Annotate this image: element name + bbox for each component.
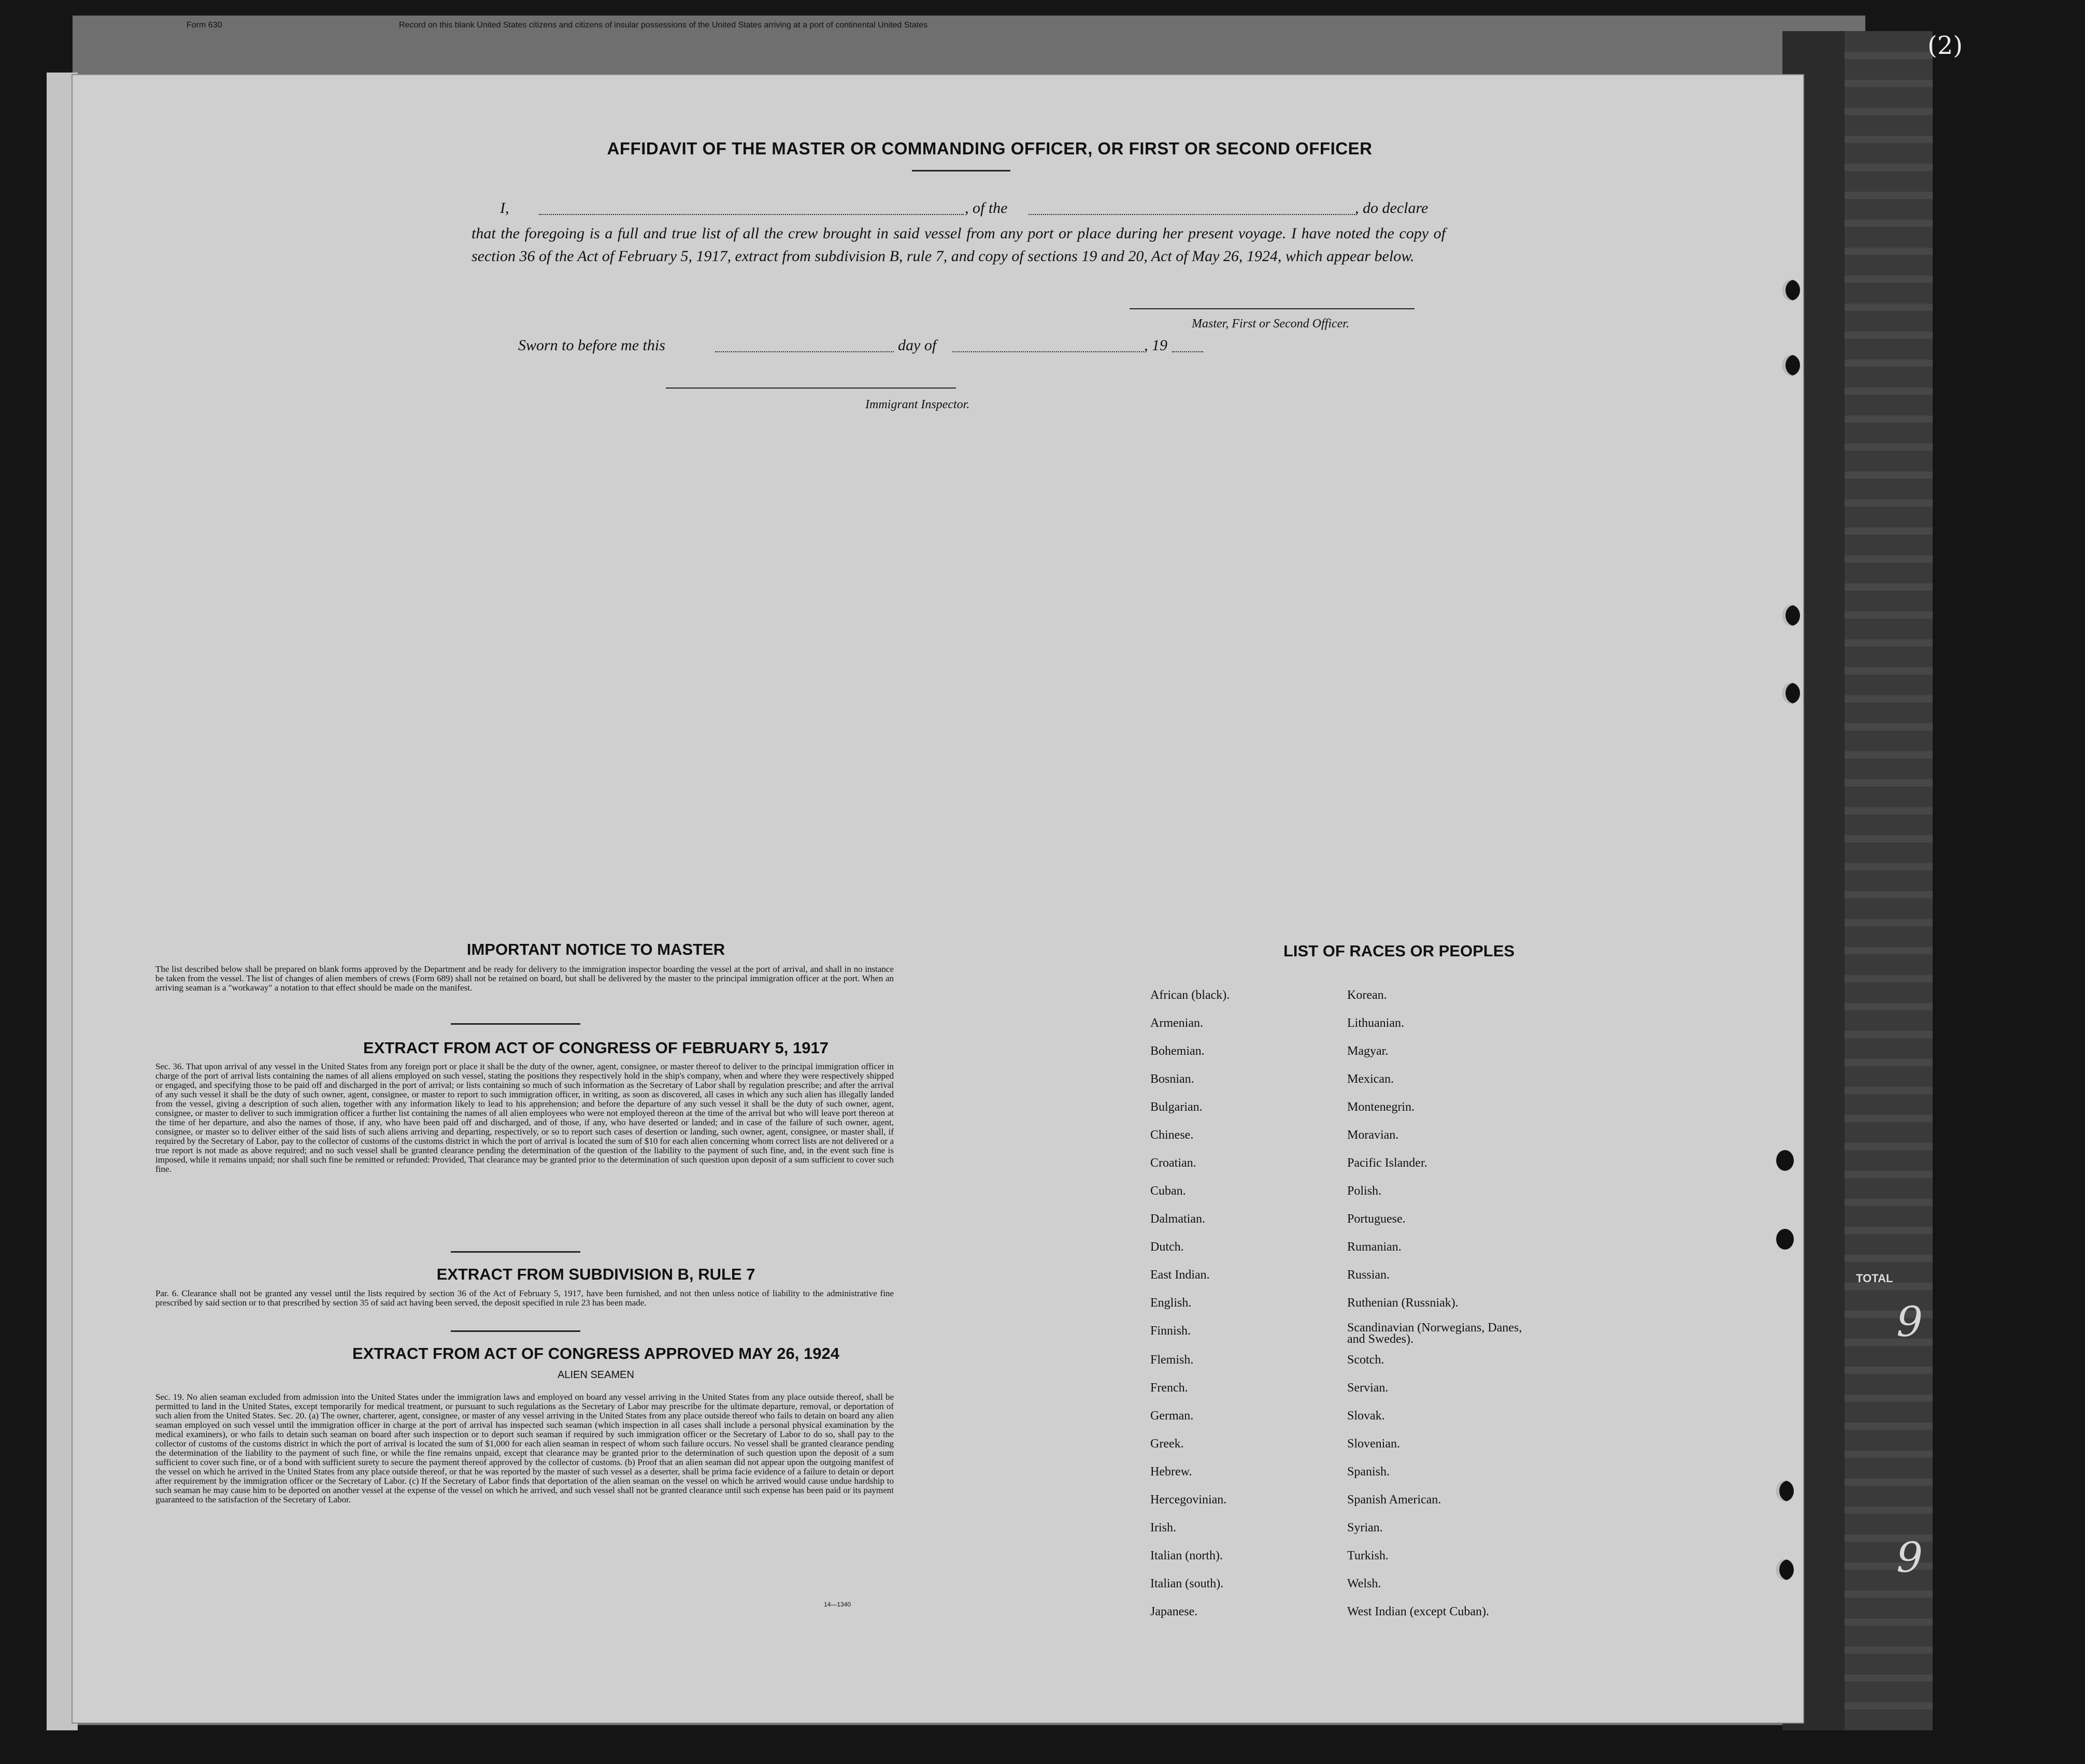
race-item: Lithuanian.: [1347, 1016, 1404, 1030]
race-item: Scandinavian (Norwegians, Danes, and Swedes).: [1347, 1321, 1522, 1346]
total-value-bottom: 9: [1896, 1533, 1923, 1582]
race-item: Magyar.: [1347, 1044, 1389, 1058]
race-item: Armenian.: [1150, 1016, 1203, 1030]
race-item: Pacific Islander.: [1347, 1156, 1427, 1170]
extract-1924-subtitle: ALIEN SEAMEN: [558, 1369, 634, 1381]
race-item: Flemish.: [1150, 1353, 1194, 1367]
race-item: East Indian.: [1150, 1268, 1210, 1282]
race-item: Dutch.: [1150, 1240, 1184, 1254]
extract-1917-text: Sec. 36. That upon arrival of any vessel in the United States from any foreign port or place it shall be the duty of the owner, agent, consignee, or master thereof to deliver to the principal immigration officer in charge of the port of arrival lists containing the names of all aliens employed on such vessel, stating the positions they respectively hold in the ship's company, when and where they were respectively shipped or engaged, and specifying those to be paid off and discharged in the port of arrival; or lists containing so much of such information as the Secretary of Labor shall by regulation prescribe; and after the arrival of any such vessel it shall be the duty of such owner, agent, consignee, or master to report to such immigration officer, in writing, as soon as discovered, all cases in which any such alien has illegally landed from the vessel, giving a description of such alien, together with any information likely to lead to his apprehension; and before the departure of any such vessel it shall be the duty of such owner, agent, consignee, or master to deliver to such immigration officer a further list containing the names of all alien employees who were not employed thereon at the time of the arrival but who will leave port thereon at the time of her departure, and also the names of those, if any, who have been paid off and discharged, and of those, if any, who have deserted or landed; and in case of the failure of such owner, agent, consignee, or master so to deliver either of the said lists of such aliens arriving and departing, respectively, or so to report such cases of desertion or landing, such owner, agent, consignee, or master shall, if required by the Secretary of Labor, pay to the collector of customs of the customs district in which the port of arrival is located the sum of $10 for each alien concerning whom correct lists are not delivered or a true report is not made as above required; and no such vessel shall be granted clearance pending the determination of the question of the liability to the payment of such fine, and, in the event such fine is imposed, while it remains unpaid; nor shall such fine be remitted or refunded: Provided, That clearance may be granted prior to the determination of such question upon deposit of a sum sufficient to cover such fine.: [155, 1062, 894, 1174]
binder-hole-icon: [1776, 1559, 1794, 1580]
race-item: Croatian.: [1150, 1156, 1196, 1170]
section-rule: [451, 1330, 580, 1332]
race-item: Hercegovinian.: [1150, 1493, 1227, 1507]
binder-hole-icon: [1782, 605, 1800, 626]
total-value: 9: [1896, 1298, 1923, 1346]
sworn-month-field[interactable]: [952, 351, 1144, 352]
notice-title: IMPORTANT NOTICE TO MASTER: [466, 940, 725, 958]
sworn-day-field[interactable]: [715, 351, 894, 352]
race-item: Dalmatian.: [1150, 1212, 1205, 1226]
race-item: Russian.: [1347, 1268, 1390, 1282]
section-rule: [451, 1023, 580, 1025]
title-rule: [912, 170, 1010, 171]
races-title: LIST OF RACES OR PEOPLES: [1283, 942, 1515, 960]
affidavit-body: that the foregoing is a full and true list of all the crew brought in said vessel from any port or place during her present voyage. I have noted the copy of section 36 of the Act of February 5, 1917, extract from subdivision B, rule 7, and copy of sections 19 and 20, Act of May 26, 1924, which appear below.: [472, 225, 1446, 265]
binder-hole-icon: [1782, 683, 1800, 704]
race-item: Bulgarian.: [1150, 1100, 1203, 1114]
affidavit-of-the-label: , of the: [965, 199, 1008, 217]
race-item: Slovak.: [1347, 1409, 1385, 1423]
race-item: Montenegrin.: [1347, 1100, 1415, 1114]
sworn-year-field[interactable]: [1172, 351, 1203, 352]
race-item: African (black).: [1150, 988, 1230, 1002]
race-item: Hebrew.: [1150, 1465, 1192, 1479]
race-item: French.: [1150, 1381, 1188, 1395]
race-item: Japanese.: [1150, 1605, 1198, 1618]
extract-rule7-title: EXTRACT FROM SUBDIVISION B, RULE 7: [436, 1265, 755, 1283]
race-item: Bosnian.: [1150, 1072, 1194, 1086]
race-item: Mexican.: [1347, 1072, 1394, 1086]
vessel-field[interactable]: [1029, 214, 1355, 215]
inspector-signature-label: Immigrant Inspector.: [865, 398, 970, 411]
total-label: TOTAL: [1856, 1272, 1893, 1285]
race-item: Ruthenian (Russniak).: [1347, 1296, 1459, 1310]
race-item: Chinese.: [1150, 1128, 1194, 1142]
back-page-ruled-column: [1845, 31, 1933, 1730]
race-item: Korean.: [1347, 988, 1387, 1002]
race-item: Finnish.: [1150, 1324, 1191, 1338]
race-item: West Indian (except Cuban).: [1347, 1605, 1489, 1618]
race-item: Bohemian.: [1150, 1044, 1205, 1058]
binder-hole-icon: [1782, 355, 1800, 376]
race-item: Portuguese.: [1347, 1212, 1406, 1226]
sworn-year-label: , 19: [1144, 337, 1167, 354]
race-item: Spanish American.: [1347, 1493, 1441, 1507]
master-signature-line[interactable]: [1130, 308, 1415, 309]
sworn-day-label: day of: [898, 337, 937, 354]
affidavit-title: AFFIDAVIT OF THE MASTER OR COMMANDING OFFICER, OR FIRST OR SECOND OFFICER: [607, 139, 1373, 158]
extract-1917-title: EXTRACT FROM ACT OF CONGRESS OF FEBRUARY 5, 1917: [363, 1039, 829, 1057]
race-item: Moravian.: [1347, 1128, 1399, 1142]
race-item: German.: [1150, 1409, 1194, 1423]
notice-text: The list described below shall be prepared on blank forms approved by the Department and be ready for delivery to the immigration inspector boarding the vessel at the port of arrival, and shall in no instance be taken from the vessel. The list of changes of alien members of crews (Form 689) shall not be retained on board, but shall be delivered by the master to the principal immigration officer at the port. When an arriving seaman is a "workaway" a notation to that effect should be made on the manifest.: [155, 964, 894, 993]
back-header-text: Record on this blank United States citizens and citizens of insular possessions of the United States arriving at a port of continental United States: [399, 21, 928, 30]
sworn-prefix: Sworn to before me this: [518, 337, 665, 354]
race-item: Rumanian.: [1347, 1240, 1402, 1254]
binder-hole-icon: [1776, 1229, 1794, 1250]
binder-hole-icon: [1782, 280, 1800, 300]
form-number: 14—1340: [824, 1601, 851, 1608]
race-item: Cuban.: [1150, 1184, 1186, 1198]
race-item: Irish.: [1150, 1521, 1176, 1534]
race-item: Scotch.: [1347, 1353, 1384, 1367]
binder-hole-icon: [1776, 1481, 1794, 1501]
race-item: Italian (north).: [1150, 1549, 1223, 1562]
extract-1924-text: Sec. 19. No alien seaman excluded from admission into the United States under the immigration laws and employed on board any vessel arriving in the United States from any place outside thereof, shall be permitted to land in the United States, except temporarily for medical treatment, or pursuant to such regulations as the Secretary of Labor may prescribe for the ultimate departure, removal, or deportation of such alien from the United States. Sec. 20. (a) The owner, charterer, agent, consignee, or master of any vessel arriving in the United States from any place outside thereof who fails to detain on board any alien seaman employed on such vessel until the immigration officer in charge at the port of arrival has inspected such seaman (which inspection in all cases shall include a personal physical examination by the medical examiners), or who fails to detain such seaman on board after such inspection or to deport such seaman if required by such immigration officer or the Secretary of Labor to do so, shall pay to the collector of customs of the customs district in which the port of arrival is located the sum of $1,000 for each alien seaman in respect of whom such failure occurs. No vessel shall be granted clearance pending the determination of the liability to the payment of such fine, or while the fine remains unpaid, except that clearance may be granted prior to the determination of such question upon the deposit of a sum sufficient to cover such fine, or of a bond with sufficient surety to secure the payment thereof approved by the collector of customs. (b) Proof that an alien seaman did not appear upon the outgoing manifest of the vessel on which he arrived in the United States from any place outside thereof, or that he was reported by the master of such vessel as a deserter, shall be prima facie evidence of a failure to detain or deport after requirement by the immigration officer or the Secretary of Labor. (c) If the Secretary of Labor finds that deportation of the alien seaman on the vessel on which he arrived would cause undue hardship to such seaman he may cause him to be deported on another vessel at the expense of the vessel on which he arrived, and such vessel shall not be granted clearance until such expense has been paid or its payment guaranteed to the satisfaction of the Secretary of Labor.: [155, 1392, 894, 1504]
race-item: Welsh.: [1347, 1577, 1381, 1590]
race-item: English.: [1150, 1296, 1192, 1310]
affidavit-declare-label: , do declare: [1355, 199, 1429, 217]
binder-hole-icon: [1776, 1150, 1794, 1171]
race-item: Turkish.: [1347, 1549, 1389, 1562]
extract-1924-title: EXTRACT FROM ACT OF CONGRESS APPROVED MAY 26, 1924: [352, 1344, 839, 1363]
race-item: Greek.: [1150, 1437, 1184, 1451]
page-number: (2): [1927, 31, 1963, 60]
name-field[interactable]: [539, 214, 964, 215]
back-form-label: Form 630: [187, 21, 222, 30]
race-item: Spanish.: [1347, 1465, 1390, 1479]
race-item: Polish.: [1347, 1184, 1382, 1198]
extract-rule7-text: Par. 6. Clearance shall not be granted any vessel until the lists required by section 36 of the Act of February 5, 1917, have been furnished, and not then unless notice of liability to the administrative fine prescribed by said section or to that prescribed by section 35 of said act having been served, the deposit specified in rule 23 has been made.: [155, 1288, 894, 1308]
race-item: Italian (south).: [1150, 1577, 1224, 1590]
race-item: Syrian.: [1347, 1521, 1383, 1534]
master-signature-label: Master, First or Second Officer.: [1192, 317, 1349, 331]
inspector-signature-line[interactable]: [666, 388, 956, 389]
section-rule: [451, 1251, 580, 1253]
race-item: Slovenian.: [1347, 1437, 1400, 1451]
affidavit-i-label: I,: [500, 199, 509, 217]
race-item: Servian.: [1347, 1381, 1389, 1395]
